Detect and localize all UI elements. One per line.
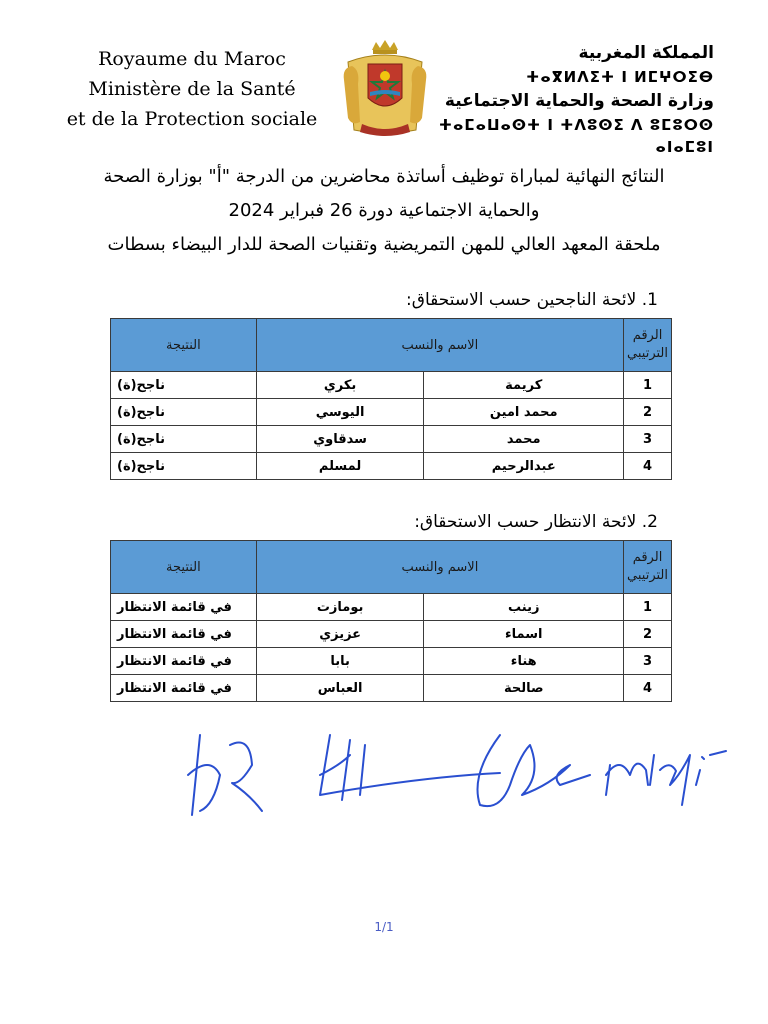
- section-heading-waiting-list: 2. لائحة الانتظار حسب الاستحقاق:: [414, 512, 658, 532]
- header-tifinagh-ministry: ⵜⴰⵎⴰⵡⴰⵙⵜ ⵏ ⵜⴷⵓⵙⵉ ⴷ ⵓⵎⵓⵔⵙ ⴰⵏⴰⵎⵓⵏ: [438, 116, 714, 156]
- header-french: [62, 44, 322, 134]
- cell-result: في قائمة الانتظار: [111, 594, 257, 621]
- table-row: [111, 453, 672, 480]
- cell-rank: 2: [624, 399, 672, 426]
- title-line-3: ملحقة المعهد العالي للمهن التمريضية وتقنيات الصحة للدار البيضاء بسطات: [107, 234, 661, 255]
- table-row: [111, 594, 672, 621]
- signature-4: [606, 751, 726, 805]
- table-row: [111, 372, 672, 399]
- signatures: [170, 715, 740, 835]
- cell-last-name: سدقاوي: [256, 426, 424, 453]
- cell-result: في قائمة الانتظار: [111, 675, 257, 702]
- column-header-name: الاسم والنسب: [256, 541, 623, 594]
- header-arabic: [414, 40, 714, 158]
- cell-result: ناجح(ة): [111, 426, 257, 453]
- table-row: [111, 426, 672, 453]
- column-header-result: النتيجة: [111, 541, 257, 594]
- title-line-1: النتائج النهائية لمباراة توظيف أساتذة محاضرين من الدرجة "أ" بوزارة الصحة: [103, 166, 665, 187]
- cell-first-name: صالحة: [424, 675, 624, 702]
- table-row: [111, 621, 672, 648]
- table-row: [111, 648, 672, 675]
- signature-2: [320, 735, 500, 800]
- column-header-rank: الرقم الترتيبي: [624, 319, 672, 372]
- cell-last-name: بومازت: [256, 594, 424, 621]
- cell-last-name: عزيزي: [256, 621, 424, 648]
- cell-rank: 4: [624, 453, 672, 480]
- cell-first-name: هناء: [424, 648, 624, 675]
- cell-result: ناجح(ة): [111, 372, 257, 399]
- cell-last-name: العباس: [256, 675, 424, 702]
- column-header-rank: الرقم الترتيبي: [624, 541, 672, 594]
- cell-result: في قائمة الانتظار: [111, 621, 257, 648]
- cell-last-name: بكري: [256, 372, 424, 399]
- cell-last-name: بابا: [256, 648, 424, 675]
- signature-1: [188, 735, 262, 815]
- column-header-name: الاسم والنسب: [256, 319, 623, 372]
- document-title: [60, 160, 708, 262]
- section-heading-successful: 1. لائحة الناجحين حسب الاستحقاق:: [406, 290, 658, 310]
- header-ar-ministry: وزارة الصحة والحماية الاجتماعية: [444, 91, 714, 111]
- cell-first-name: كريمة: [424, 372, 624, 399]
- cell-first-name: محمد امين: [424, 399, 624, 426]
- waiting-list-table: [110, 540, 672, 702]
- header-fr-kingdom: Royaume du Maroc: [98, 48, 286, 70]
- signature-3: [478, 735, 591, 806]
- header-tifinagh-kingdom: ⵜⴰⴳⵍⴷⵉⵜ ⵏ ⵍⵎⵖⵔⵉⴱ: [526, 68, 714, 86]
- successful-candidates-table: [110, 318, 672, 480]
- page-number: 1/1: [374, 920, 394, 934]
- cell-rank: 3: [624, 426, 672, 453]
- cell-first-name: محمد: [424, 426, 624, 453]
- column-header-result: النتيجة: [111, 319, 257, 372]
- cell-rank: 1: [624, 594, 672, 621]
- cell-rank: 2: [624, 621, 672, 648]
- table-row: [111, 675, 672, 702]
- table-header-row: [111, 319, 672, 372]
- cell-first-name: زينب: [424, 594, 624, 621]
- table-header-row: [111, 541, 672, 594]
- cell-result: ناجح(ة): [111, 399, 257, 426]
- cell-rank: 3: [624, 648, 672, 675]
- cell-result: ناجح(ة): [111, 453, 257, 480]
- header-ar-kingdom: المملكة المغربية: [578, 43, 714, 63]
- cell-rank: 4: [624, 675, 672, 702]
- table-row: [111, 399, 672, 426]
- cell-last-name: اليوسي: [256, 399, 424, 426]
- cell-rank: 1: [624, 372, 672, 399]
- cell-first-name: اسماء: [424, 621, 624, 648]
- header-fr-protection: et de la Protection sociale: [66, 108, 318, 130]
- cell-result: في قائمة الانتظار: [111, 648, 257, 675]
- header-fr-ministry: Ministère de la Santé: [88, 78, 296, 100]
- cell-first-name: عبدالرحيم: [424, 453, 624, 480]
- cell-last-name: لمسلم: [256, 453, 424, 480]
- title-line-2: والحماية الاجتماعية دورة 26 فبراير 2024: [228, 200, 540, 221]
